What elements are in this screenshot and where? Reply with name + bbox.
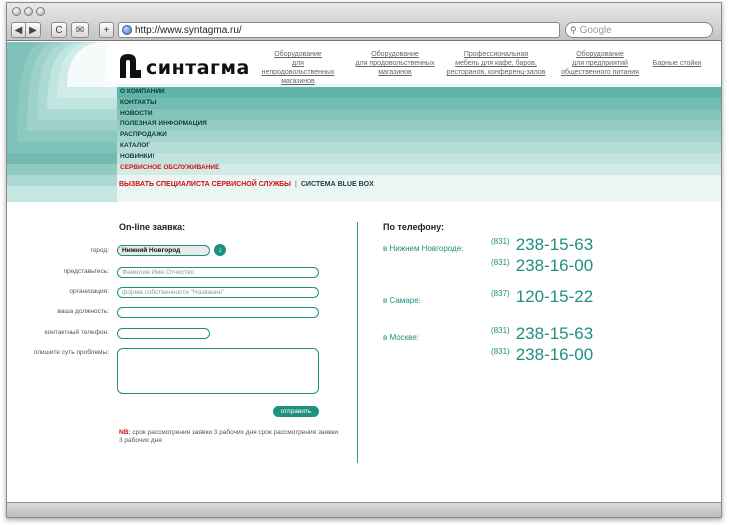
phone-moscow-2 <box>491 346 593 363</box>
org-label: организация: <box>69 288 109 295</box>
menu-item-news[interactable]: НОВОСТИ <box>120 109 153 117</box>
phone-number: 238-15-63 <box>515 235 594 254</box>
logo-text: синтагма <box>146 57 250 79</box>
site-logo[interactable] <box>117 52 250 78</box>
topnav-line: для предприятий <box>572 60 628 67</box>
menu-item-service[interactable]: СЕРВИСНОЕ ОБСЛУЖИВАНИЕ <box>120 163 220 171</box>
topnav-line: общественного питания <box>561 69 639 76</box>
service-submenu <box>119 181 374 188</box>
close-window-button[interactable] <box>12 7 21 16</box>
city-label-moscow: в Москве: <box>383 333 420 342</box>
reload-icon: C <box>55 24 63 36</box>
plus-icon: + <box>103 24 110 36</box>
phone-number: 238-16-00 <box>515 345 594 364</box>
position-input[interactable] <box>117 307 319 318</box>
phone-code: (831) <box>491 347 510 356</box>
phone-moscow-1 <box>491 325 593 342</box>
chevron-down-icon: ↓ <box>218 245 222 254</box>
phones-title: По телефону: <box>383 222 445 232</box>
phone-samara <box>491 288 593 305</box>
city-label: город: <box>90 247 109 254</box>
phone-label: контактный телефон: <box>44 329 109 336</box>
address-bar[interactable] <box>118 22 560 38</box>
submenu-call-specialist[interactable]: ВЫЗВАТЬ СПЕЦИАЛИСТА СЕРВИСНОЙ СЛУЖБЫ <box>119 181 292 188</box>
forward-arrow-icon: ▶ <box>29 24 37 36</box>
topnav-line: Профессиональная <box>463 51 529 58</box>
phone-code: (831) <box>491 258 510 267</box>
menu-item-useful-info[interactable]: ПОЛЕЗНАЯ ИНФОРМАЦИЯ <box>120 120 207 128</box>
url-text: http://www.syntagma.ru/ <box>135 24 242 36</box>
form-title: On-line заявка: <box>119 222 186 232</box>
topnav-link-furniture[interactable] <box>443 50 549 77</box>
city-label-nizhny: в Нижнем Новгороде: <box>383 244 464 253</box>
position-label: ваша должность: <box>57 308 109 315</box>
phone-code: (831) <box>491 326 510 335</box>
city-dropdown-button[interactable] <box>214 244 226 256</box>
back-button[interactable] <box>11 22 26 38</box>
add-bookmark-button[interactable] <box>99 22 114 38</box>
problem-textarea[interactable] <box>117 348 319 394</box>
phone-code: (831) <box>491 237 510 246</box>
back-arrow-icon: ◀ <box>14 24 23 36</box>
phone-code: (837) <box>491 289 510 298</box>
note-prefix: NB: <box>119 429 131 436</box>
problem-label: опишите суть проблемы: <box>33 349 109 356</box>
main-menu <box>117 87 722 173</box>
forward-button[interactable] <box>26 22 41 38</box>
menu-item-catalog[interactable]: КАТАЛОГ <box>120 141 150 149</box>
topnav-link-catering[interactable] <box>559 50 641 77</box>
reload-button[interactable] <box>51 22 67 38</box>
zoom-window-button[interactable] <box>36 7 45 16</box>
column-divider <box>357 222 358 463</box>
submit-button[interactable]: отправить <box>273 406 319 417</box>
topnav-line: Оборудование <box>371 51 419 58</box>
topnav-line: для продовольственных <box>355 60 435 67</box>
topnav-line: магазинов <box>281 78 315 85</box>
menu-item-new-items[interactable]: НОВИНКИ! <box>120 152 155 160</box>
phone-nizhny-1 <box>491 236 593 253</box>
globe-icon <box>122 25 132 35</box>
submenu-separator: | <box>295 181 297 188</box>
browser-toolbar <box>7 3 721 41</box>
mail-icon: ✉ <box>75 24 85 36</box>
status-bar <box>7 502 721 517</box>
topnav-line: Барные стойки <box>652 60 702 67</box>
topnav-line: Оборудование <box>274 51 322 58</box>
submenu-blue-box[interactable]: СИСТЕМА BLUE BOX <box>300 181 374 188</box>
search-icon: ⚲ <box>570 24 577 35</box>
search-placeholder: Google <box>579 24 612 36</box>
topnav-line: мебель для кафе, баров, <box>455 60 537 67</box>
topnav-link-food[interactable] <box>355 50 435 77</box>
back-forward-group <box>11 22 41 38</box>
org-input[interactable]: форма собственности "Название" <box>117 287 319 298</box>
topnav-line: магазинов <box>378 69 412 76</box>
web-page <box>7 42 722 504</box>
city-select[interactable]: Нижний Новгород <box>117 245 210 256</box>
window-controls <box>12 7 45 16</box>
phone-number: 120-15-22 <box>515 287 594 306</box>
minimize-window-button[interactable] <box>24 7 33 16</box>
name-input[interactable]: Фамилия Имя Отчество <box>117 267 319 278</box>
phone-number: 238-16-00 <box>515 256 594 275</box>
topnav-link-bar-counters[interactable] <box>647 59 707 68</box>
topnav-link-nonfood[interactable] <box>255 50 341 86</box>
phone-number: 238-15-63 <box>515 324 594 343</box>
note-text: срок рассмотрения заявки 3 рабочих дня срок рассмотрения заявки 3 рабочих дня <box>119 429 338 444</box>
phone-nizhny-2 <box>491 257 593 274</box>
menu-item-sales[interactable]: РАСПРОДАЖИ <box>120 131 167 139</box>
name-label: представьтесь: <box>63 268 109 275</box>
review-note <box>119 429 339 445</box>
search-field[interactable] <box>565 22 713 38</box>
mail-button[interactable] <box>71 22 89 38</box>
topnav-line: ресторанов, конференц-залов <box>446 69 546 76</box>
topnav-line: Оборудование <box>576 51 624 58</box>
topnav-line: для непродовольственных <box>261 60 335 76</box>
logo-mark-icon <box>117 52 143 78</box>
menu-item-contacts[interactable]: КОНТАКТЫ <box>120 98 157 106</box>
phone-input[interactable] <box>117 328 210 339</box>
menu-item-about[interactable]: О КОМПАНИИ <box>120 88 165 95</box>
city-label-samara: в Самаре: <box>383 296 421 305</box>
browser-window <box>6 2 722 518</box>
